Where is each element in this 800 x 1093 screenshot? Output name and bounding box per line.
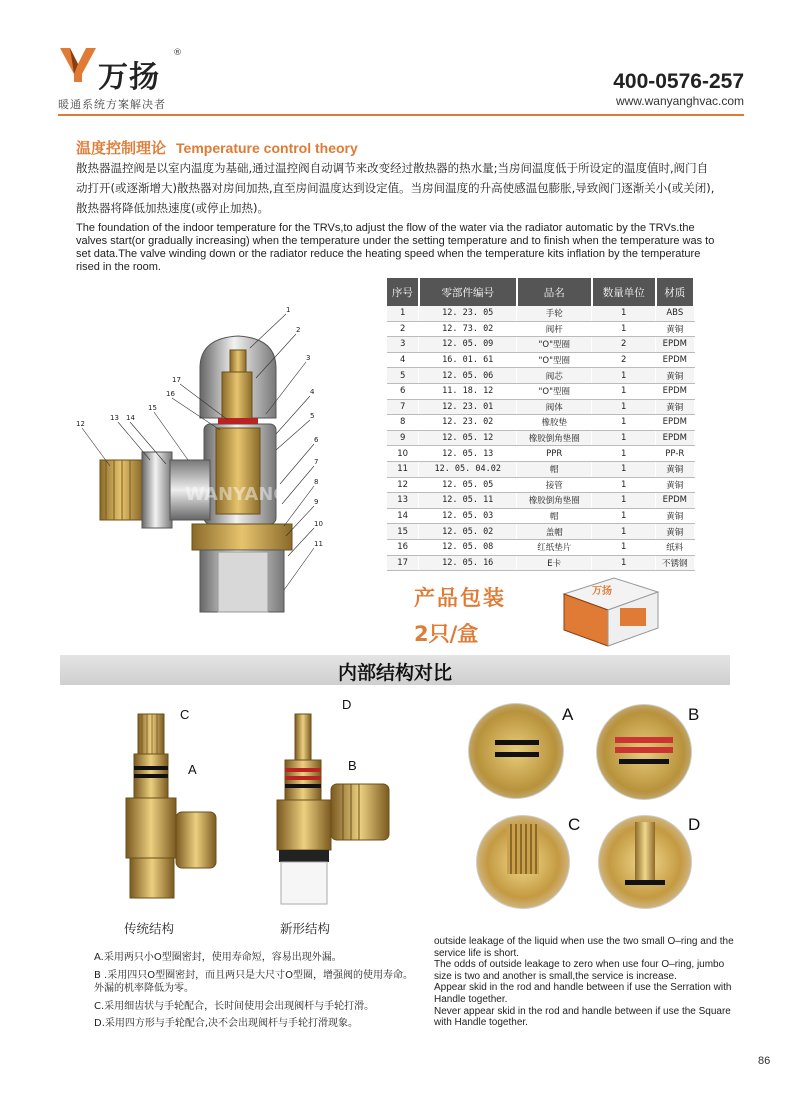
detail-circle-b xyxy=(596,704,692,800)
detail-circle-a xyxy=(468,703,564,799)
table-cell: 12. 23. 01 xyxy=(419,399,517,415)
table-cell: 16. 01. 61 xyxy=(419,352,517,368)
table-cell: 1 xyxy=(592,477,656,493)
tagline: 暖通系统方案解决者 xyxy=(58,98,166,111)
brand-logo-icon xyxy=(58,44,98,84)
valve-cutaway-diagram xyxy=(70,300,360,630)
table-cell: 1 xyxy=(592,306,656,321)
packaging-box-image xyxy=(554,572,664,650)
theory-paragraph-en: The foundation of the indoor temperature for the TRVs,to adjust the flow of the water via the radiator automatic by the TRVs.the valves start(or gradually increasing) when the temperature under the setting temperature and to finish when the temperature was to set data.The valve winding down or the radiator reduce the heating speed when the temperature kits inflation by the temperature rised in the room. xyxy=(76,222,715,273)
brand-name: 万扬 xyxy=(98,60,160,95)
table-cell: 1 xyxy=(592,539,656,555)
table-cell: 9 xyxy=(387,430,419,446)
callout-2: 2 xyxy=(296,326,301,334)
table-row xyxy=(387,508,694,524)
table-cell: ABS xyxy=(656,306,694,321)
table-row xyxy=(387,337,694,353)
section-title xyxy=(76,137,358,158)
table-cell: 阀杆 xyxy=(517,321,592,337)
table-cell: EPDM xyxy=(656,415,694,431)
table-cell: "O"型圈 xyxy=(517,383,592,399)
table-cell: 14 xyxy=(387,508,419,524)
header-material: 材质 xyxy=(656,278,694,306)
table-cell: 12. 05. 12 xyxy=(419,430,517,446)
table-row xyxy=(387,306,694,321)
table-cell: 1 xyxy=(592,430,656,446)
table-cell: "O"型圈 xyxy=(517,352,592,368)
table-cell: 12. 05. 04.02 xyxy=(419,461,517,477)
table-cell: 1 xyxy=(592,321,656,337)
table-cell: 5 xyxy=(387,368,419,384)
table-cell: 黄铜 xyxy=(656,461,694,477)
header-part-no: 零部件编号 xyxy=(419,278,517,306)
table-cell: 1 xyxy=(592,368,656,384)
table-cell: 1 xyxy=(592,446,656,462)
table-cell: 1 xyxy=(592,493,656,509)
table-cell: 12. 05. 16 xyxy=(419,555,517,571)
label-d-detail: D xyxy=(688,815,701,834)
note-cn-a: A.采用两只小O型圈密封，使用寿命短，容易出现外漏。 xyxy=(94,952,342,963)
table-cell: 11. 18. 12 xyxy=(419,383,517,399)
table-cell: 1 xyxy=(592,415,656,431)
table-cell: 2 xyxy=(592,352,656,368)
label-c-detail: C xyxy=(568,815,581,834)
table-cell: 12. 05. 02 xyxy=(419,524,517,540)
o-ring-small-2 xyxy=(495,752,539,757)
note-cn-d: D.采用四方形与手轮配合,决不会出现阀杆与手轮打滑现象。 xyxy=(94,1018,359,1029)
table-cell: 2 xyxy=(592,337,656,353)
box-brand: 万扬 xyxy=(592,586,612,597)
table-cell: 8 xyxy=(387,415,419,431)
header-name: 品名 xyxy=(517,278,592,306)
table-cell: EPDM xyxy=(656,383,694,399)
header-qty: 数量单位 xyxy=(592,278,656,306)
table-cell: 不锈钢 xyxy=(656,555,694,571)
table-cell: 黄铜 xyxy=(656,399,694,415)
diagram-watermark: WANYANG xyxy=(185,484,289,505)
table-cell: 1 xyxy=(592,508,656,524)
table-row xyxy=(387,352,694,368)
table-cell: 12. 05. 03 xyxy=(419,508,517,524)
table-cell: 盖帽 xyxy=(517,524,592,540)
note-cn-b: B .采用四只O型圈密封，而且两只是大尺寸O型圈，增强阀的使用寿命。外漏的机率降低为零。 xyxy=(94,969,413,994)
table-cell: 12 xyxy=(387,477,419,493)
page-number: 86 xyxy=(758,1055,771,1067)
table-row xyxy=(387,555,694,571)
table-cell: 黄铜 xyxy=(656,321,694,337)
packaging-title: 产品包装 xyxy=(414,586,506,610)
table-cell: 接管 xyxy=(517,477,592,493)
serrated-stem xyxy=(507,824,539,874)
parts-table-body xyxy=(387,306,694,571)
callout-14: 14 xyxy=(126,414,135,422)
table-cell: 1 xyxy=(592,524,656,540)
callout-3: 3 xyxy=(306,354,311,362)
table-row xyxy=(387,493,694,509)
table-cell: EPDM xyxy=(656,337,694,353)
callout-8: 8 xyxy=(314,478,319,486)
table-cell: 12. 05. 09 xyxy=(419,337,517,353)
callout-5: 5 xyxy=(310,412,315,420)
table-row xyxy=(387,524,694,540)
notes-cn xyxy=(94,951,414,1035)
table-cell: 阀体 xyxy=(517,399,592,415)
website-link[interactable]: www.wanyanghvac.com xyxy=(615,94,744,108)
callout-1: 1 xyxy=(286,306,291,314)
table-row xyxy=(387,399,694,415)
o-ring-large-1 xyxy=(615,737,673,743)
callout-13: 13 xyxy=(110,414,119,422)
table-cell: 12. 05. 08 xyxy=(419,539,517,555)
table-cell: 手轮 xyxy=(517,306,592,321)
theory-paragraph-cn: 散热器温控阀是以室内温度为基础,通过温控阀自动调节来改变经过散热器的热水量;当房间温度低于所设定的温度值时,阀门自动打开(或逐渐增大)散热器对房间加热,直至房间温度达到设定值。当房间温度的升高使感温包膨胀,导致阀门逐渐关小(或关闭),散热器将降低加热速度(或停止加热)。 xyxy=(76,161,715,215)
table-cell: 2 xyxy=(387,321,419,337)
detail-circle-c xyxy=(476,815,570,909)
table-cell: 橡胶倒角垫圈 xyxy=(517,493,592,509)
table-cell: 黄铜 xyxy=(656,508,694,524)
table-cell: 12. 73. 02 xyxy=(419,321,517,337)
table-row xyxy=(387,477,694,493)
comparison-title: 内部结构对比 xyxy=(337,662,452,684)
table-cell: 7 xyxy=(387,399,419,415)
table-cell: PP-R xyxy=(656,446,694,462)
table-row xyxy=(387,446,694,462)
table-cell: 12. 23. 02 xyxy=(419,415,517,431)
table-cell: 帽 xyxy=(517,508,592,524)
callout-10: 10 xyxy=(314,520,323,528)
header-seq: 序号 xyxy=(387,278,419,306)
label-a-traditional: A xyxy=(188,762,197,777)
table-cell: EPDM xyxy=(656,493,694,509)
label-a-detail: A xyxy=(562,705,574,724)
table-cell: 1 xyxy=(387,306,419,321)
parts-table xyxy=(387,278,695,571)
table-cell: E卡 xyxy=(517,555,592,571)
table-cell: 11 xyxy=(387,461,419,477)
parts-table-header xyxy=(387,278,694,306)
table-cell: 1 xyxy=(592,555,656,571)
table-cell: 10 xyxy=(387,446,419,462)
callout-12: 12 xyxy=(76,420,85,428)
table-cell: 12. 23. 05 xyxy=(419,306,517,321)
packaging-quantity: 2只/盒 xyxy=(414,622,479,646)
table-cell: 16 xyxy=(387,539,419,555)
callout-4: 4 xyxy=(310,388,315,396)
table-cell: 3 xyxy=(387,337,419,353)
table-cell: 纸料 xyxy=(656,539,694,555)
notes-en: outside leakage of the liquid when use the two small O–ring and the service life is short. The odds of outside leakage to zero when use four O–ring, jumbo size is two and another is small,the service is increase. Appear skid in the rod and handle between if use the Serration with Handle together. Never appear skid in the rod and handle between if use the Square with Handle together. xyxy=(434,936,734,1029)
table-cell: 帽 xyxy=(517,461,592,477)
table-cell: 1 xyxy=(592,461,656,477)
table-row xyxy=(387,383,694,399)
table-cell: 13 xyxy=(387,493,419,509)
table-row xyxy=(387,461,694,477)
table-cell: 黄铜 xyxy=(656,524,694,540)
table-cell: 红纸垫片 xyxy=(517,539,592,555)
table-cell: 12. 05. 11 xyxy=(419,493,517,509)
table-cell: 4 xyxy=(387,352,419,368)
caption-traditional: 传统结构 xyxy=(124,921,175,936)
new-valve-image xyxy=(265,700,400,910)
table-row xyxy=(387,368,694,384)
table-cell: EPDM xyxy=(656,430,694,446)
o-ring-large-2 xyxy=(615,747,673,753)
caption-new: 新形结构 xyxy=(280,921,331,936)
table-cell: 阀芯 xyxy=(517,368,592,384)
label-d-new: D xyxy=(342,697,352,712)
phone-number: 400-0576-257 xyxy=(613,70,744,93)
callout-7: 7 xyxy=(314,458,319,466)
section-title-cn: 温度控制理论 xyxy=(76,139,167,157)
table-cell: 黄铜 xyxy=(656,368,694,384)
table-cell: 15 xyxy=(387,524,419,540)
callout-6: 6 xyxy=(314,436,319,444)
table-cell: 黄铜 xyxy=(656,477,694,493)
table-row xyxy=(387,539,694,555)
callout-17: 17 xyxy=(172,376,181,384)
section-title-en: Temperature control theory xyxy=(176,140,358,156)
header-divider xyxy=(58,114,744,116)
callout-9: 9 xyxy=(314,498,319,506)
label-c-traditional: C xyxy=(180,707,190,722)
label-b-new: B xyxy=(348,758,357,773)
table-cell: 6 xyxy=(387,383,419,399)
table-cell: 橡胶垫 xyxy=(517,415,592,431)
o-ring-small-3 xyxy=(619,759,669,764)
table-cell: EPDM xyxy=(656,352,694,368)
table-cell: 橡胶倒角垫圈 xyxy=(517,430,592,446)
table-cell: PPR xyxy=(517,446,592,462)
callout-11: 11 xyxy=(314,540,323,548)
o-ring-small-1 xyxy=(495,740,539,745)
table-cell: "O"型圈 xyxy=(517,337,592,353)
table-cell: 1 xyxy=(592,383,656,399)
table-cell: 12. 05. 13 xyxy=(419,446,517,462)
traditional-valve-image xyxy=(100,700,230,910)
table-cell: 17 xyxy=(387,555,419,571)
table-cell: 12. 05. 05 xyxy=(419,477,517,493)
table-cell: 1 xyxy=(592,399,656,415)
detail-circle-d xyxy=(598,815,692,909)
registered-mark: ® xyxy=(173,48,182,58)
table-row xyxy=(387,321,694,337)
note-cn-c: C.采用细齿状与手轮配合，长时间使用会出现阀杆与手轮打滑。 xyxy=(94,1000,375,1012)
table-row xyxy=(387,415,694,431)
label-b-detail: B xyxy=(688,705,700,724)
callout-16: 16 xyxy=(166,390,175,398)
o-ring-d xyxy=(625,880,665,885)
square-stem xyxy=(635,822,655,880)
callout-15: 15 xyxy=(148,404,157,412)
table-row xyxy=(387,430,694,446)
table-cell: 12. 05. 06 xyxy=(419,368,517,384)
